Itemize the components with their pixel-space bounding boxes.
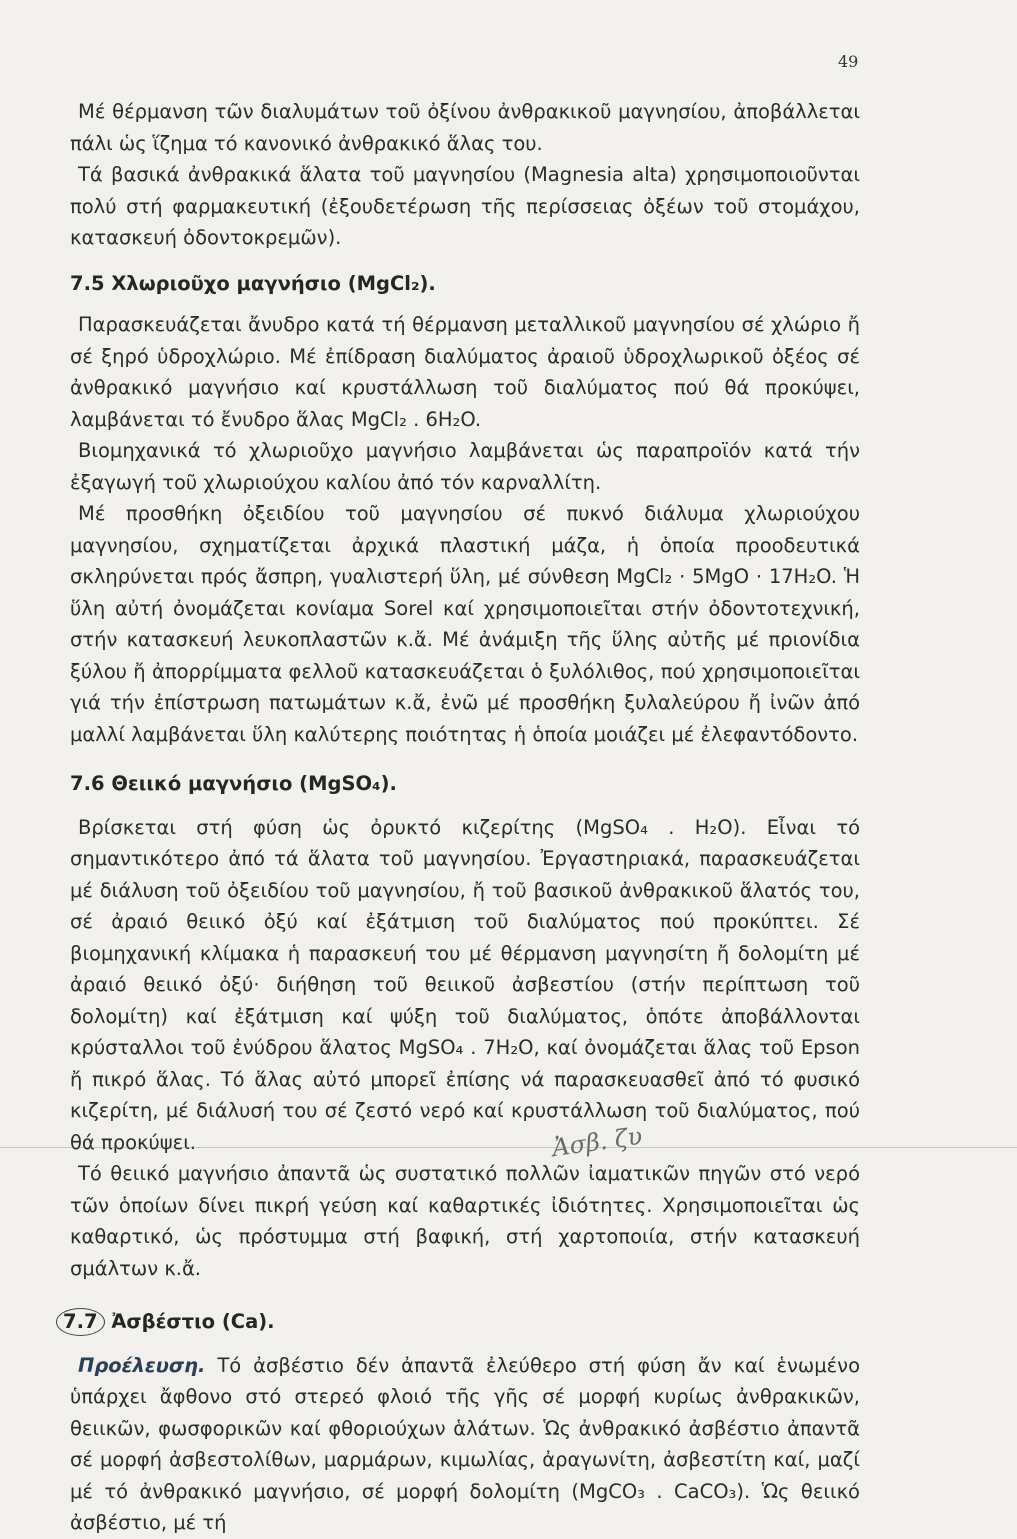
- section-number-circled: 7.7: [56, 1308, 105, 1336]
- paragraph-7-7-text: Τό ἀσβέστιο δέν ἀπαντᾶ ἐλεύθερο στή φύση ἄν καί ἑνωμένο ὑπάρχει ἄφθονο στό στερεό φλοιό τῆς γῆς σέ μορφή κυρίως ἀνθρακικῶν, θειικῶν, φωσφορικῶν καί φθοριούχων ἁλάτων. Ὡς ἀνθρακικό ἀσβέστιο ἀπαντᾶ σέ μορφή ἀσβεστολίθων, μαρμάρων, κιμωλίας, ἀραγωνίτη, ἀσβεστίτη καί, μαζί μέ τό ἀνθρακικό μαγνήσιο, σέ μορφή δολομίτη (MgCO₃ . CaCO₃). Ὡς θειικό ἀσβέστιο, μέ τή: [70, 1353, 861, 1534]
- paragraph-7-6-1: Βρίσκεται στή φύση ὡς ὀρυκτό κιζερίτης (MgSO₄ . H₂O). Εἶναι τό σημαντικότερο ἀπό τά ἅλατα τοῦ μαγνησίου. Ἐργαστηριακά, παρασκευάζεται μέ διάλυση τοῦ ὀξειδίου τοῦ μαγνησίου, ἤ τοῦ βασικοῦ ἀνθρακικοῦ ἅλατός του, σέ ἀραιό θειικό ὀξύ καί ἐξάτμιση τοῦ διαλύματος πού προκύπτει. Σέ βιομηχανική κλίμακα ἡ παρασκευή του μέ θέρμανση μαγνησίτη ἤ δολομίτη μέ ἀραιό θειικό ὀξύ· διήθηση τοῦ θειικοῦ ἀσβεστίου (στήν περίπτωση τοῦ δολομίτη) καί ἐξάτμιση καί ψύξη τοῦ διαλύματος, ὁπότε ἀποβάλλονται κρύσταλλοι τοῦ ἐνύδρου ἅλατος MgSO₄ . 7H₂O, καί ὀνομάζεται ἅλας τοῦ Epson ἤ πικρό ἅλας. Τό ἅλας αὐτό μπορεῖ ἐπίσης νά παρασκευασθεῖ ἀπό τό φυσικό κιζερίτη, μέ διάλυσή του σέ ζεστό νερό καί κρυστάλλωση τοῦ διαλύματος, πού θά προκύψει.: [70, 815, 860, 1154]
- paragraph-intro-2: Τά βασικά ἀνθρακικά ἅλατα τοῦ μαγνησίου (Magnesia alta) χρησιμοποιοῦνται πολύ στή φαρμακευτική (ἐξουδετέρωση τῆς περίσσειας ὀξέων τοῦ στομάχου, κατασκευή ὀδοντοκρεμῶν).: [70, 163, 860, 249]
- section-heading-7-5: 7.5 Χλωριοῦχο μαγνήσιο (MgCl₂).: [70, 271, 436, 295]
- section-heading-7-7: [63, 1306, 860, 1338]
- paragraph-7-6-2: Τό θειικό μαγνήσιο ἀπαντᾶ ὡς συστατικό πολλῶν ἰαματικῶν πηγῶν στό νερό τῶν ὁποίων δίνει πικρή γεύση καί καθαρτικές ἰδιότητες. Χρησιμοποιεῖται ὡς καθαρτικό, ὡς πρόστυμμα στή βαφική, στή χαρτοποιία, στήν κατασκευή σμάλτων κ.ἄ.: [70, 1162, 860, 1280]
- paragraph-7-5-2: Βιομηχανικά τό χλωριοῦχο μαγνήσιο λαμβάνεται ὡς παραπροϊόν κατά τήν ἐξαγωγή τοῦ χλωριούχου καλίου ἀπό τόν καρναλλίτη.: [70, 439, 860, 494]
- lead-word-proeleusi: Προέλευση.: [78, 1353, 206, 1377]
- paragraph-7-5-1: Παρασκευάζεται ἄνυδρο κατά τή θέρμανση μεταλλικοῦ μαγνησίου σέ χλώριο ἤ σέ ξηρό ὑδροχλώριο. Μέ ἐπίδραση διαλύματος ἀραιοῦ ὑδροχλωρικοῦ ὀξέος σέ ἀνθρακικό μαγνήσιο καί κρυστάλλωση τοῦ διαλύματος πού θά προκύψει, λαμβάνεται τό ἔνυδρο ἅλας MgCl₂ . 6H₂O.: [70, 313, 860, 431]
- handwritten-annotation: Ἀσβ. ζυ: [550, 1121, 644, 1163]
- section-title-7-7: Ἀσβέστιο (Ca).: [111, 1310, 275, 1333]
- section-heading-7-6: 7.6 Θειικό μαγνήσιο (MgSO₄).: [70, 772, 397, 795]
- scan-artifact-line: [0, 1147, 1017, 1148]
- paragraph-7-5-3: Μέ προσθήκη ὀξειδίου τοῦ μαγνησίου σέ πυκνό διάλυμα χλωριούχου μαγνησίου, σχηματίζεται ἀρχικά πλαστική μάζα, ἡ ὁποία προοδευτικά σκληρύνεται πρός ἄσπρη, γυαλιστερή ὕλη, μέ σύνθεση MgCl₂ · 5MgO · 17H₂O. Ἡ ὕλη αὐτή ὀνομάζεται κονίαμα Sorel καί χρησιμοποιεῖται στήν ὀδοντοτεχνική, στήν κατασκευή λευκοπλαστῶν κ.ἄ. Μέ ἀνάμιξη τῆς ὕλης αὐτῆς μέ πριονίδια ξύλου ἤ ἀπορρίμματα φελλοῦ κατασκευάζεται ὁ ξυλόλιθος, πού χρησιμοποιεῖται γιά τήν ἐπίστρωση πατωμάτων κ.ἄ, ἐνῶ μέ προσθήκη ξυλαλεύρου ἤ ἰνῶν ἀπό μαλλί λαμβάνεται ὕλη καλύτερης ποιότητας ἡ ὁποία μοιάζει μέ ἐλεφαντόδοντο.: [70, 502, 860, 746]
- page-number: 49: [838, 52, 859, 71]
- paragraph-7-7-1: [70, 1350, 860, 1539]
- paragraph-intro-1: Μέ θέρμανση τῶν διαλυμάτων τοῦ ὀξίνου ἀνθρακικοῦ μαγνησίου, ἀποβάλλεται πάλι ὡς ἵζημα τό κανονικό ἀνθρακικό ἅλας του.: [70, 100, 860, 155]
- page-content: [63, 96, 861, 1539]
